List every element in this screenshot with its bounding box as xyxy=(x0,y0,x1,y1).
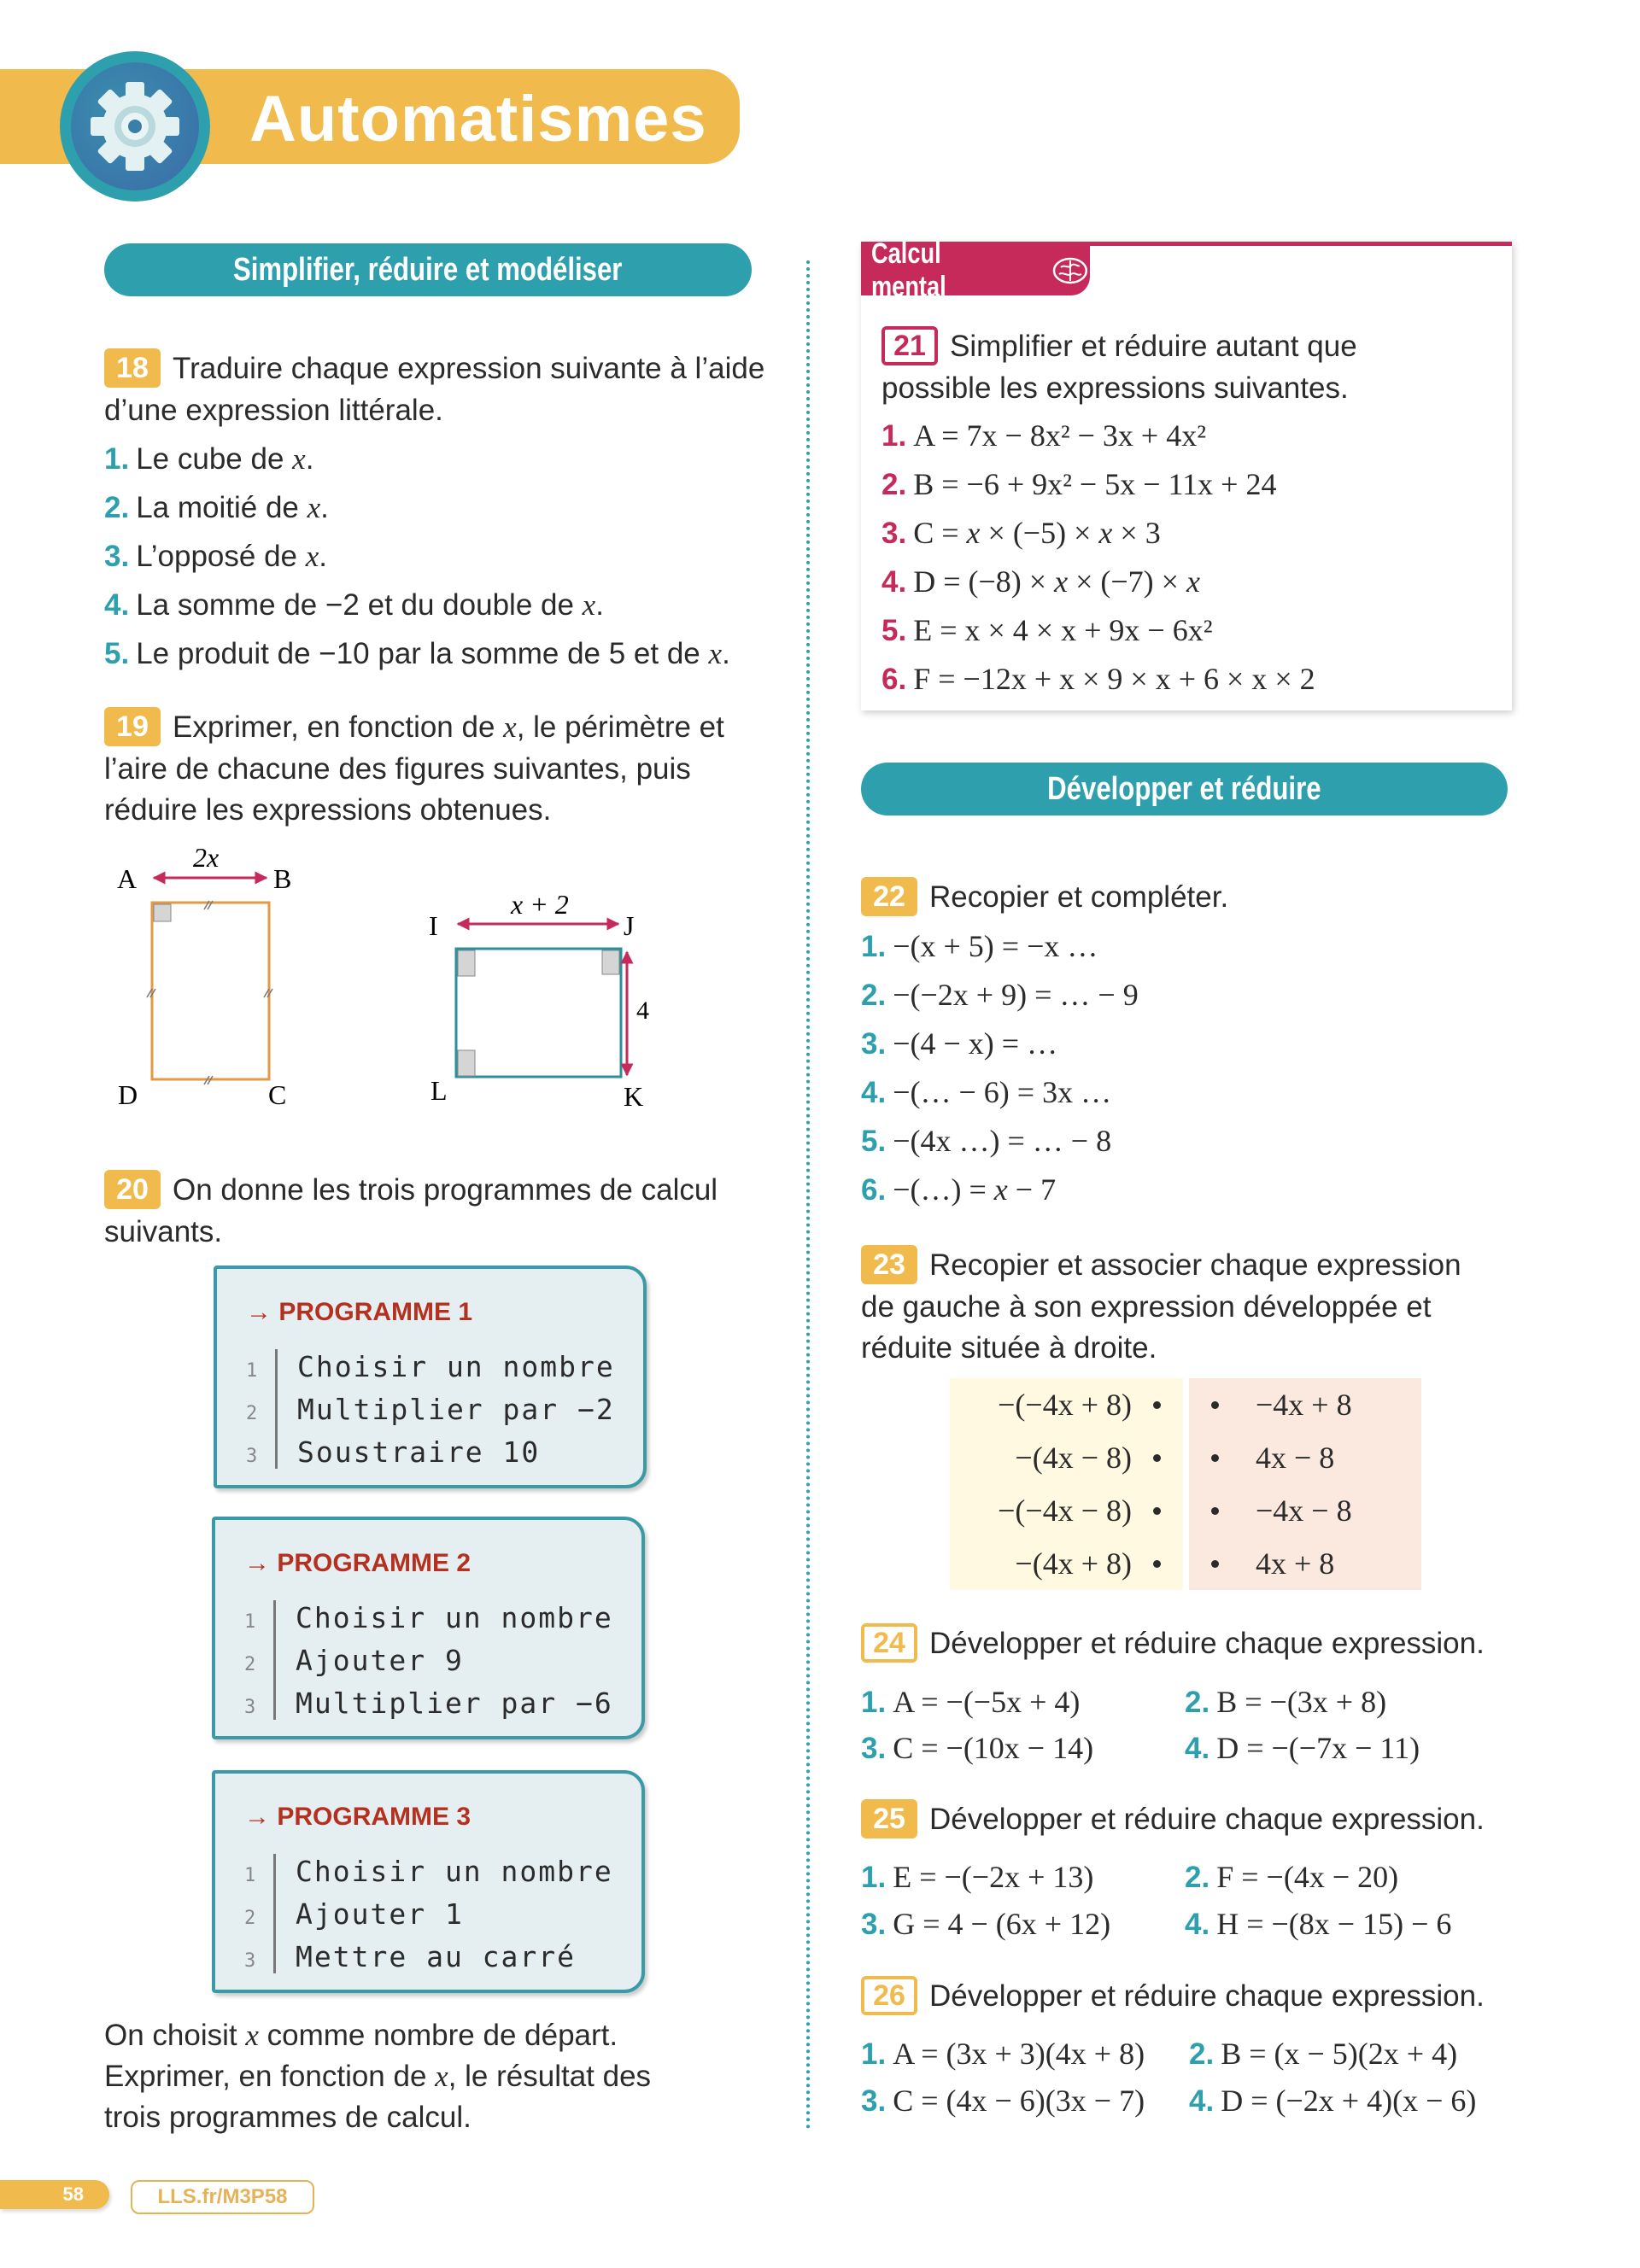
page-title: Automatismes xyxy=(249,83,707,155)
list-item xyxy=(1189,2077,1476,2125)
exercise-26-instruction xyxy=(861,1976,1485,2018)
program-step: Multiplier par −6 xyxy=(296,1686,613,1720)
exercise-20-instruction xyxy=(104,1170,779,1253)
list-item xyxy=(882,655,1315,704)
match-dot[interactable] xyxy=(1153,1507,1161,1515)
left-expression: −(4x + 8) xyxy=(1015,1546,1132,1581)
list-item xyxy=(1189,2030,1457,2078)
column-divider xyxy=(806,260,810,2131)
exercise-23-instruction xyxy=(861,1245,1527,1369)
instruction-text: Développer et réduire chaque expression. xyxy=(929,1803,1485,1836)
instruction-text: Recopier et associer chaque expression xyxy=(929,1248,1461,1282)
conclusion-line: trois programmes de calcul. xyxy=(104,2101,472,2134)
item-number: 4. xyxy=(882,565,907,599)
item-expression: −(x + 5) = −x … xyxy=(893,929,1098,963)
item-text: Le produit de −10 par la somme de 5 et de x. xyxy=(136,637,730,670)
matching-right-column xyxy=(1189,1378,1421,1590)
item-number: 4. xyxy=(1185,1732,1210,1765)
instruction-text: Simplifier et réduire autant que xyxy=(950,330,1357,363)
item-text: L’opposé de x. xyxy=(136,540,327,573)
exercise-21-instruction xyxy=(882,326,1496,409)
left-expression: −(4x − 8) xyxy=(1015,1441,1132,1475)
program-step: Choisir un nombre xyxy=(297,1350,615,1383)
program-step: Soustraire 10 xyxy=(297,1435,541,1469)
list-item xyxy=(882,460,1315,509)
item-number: 1. xyxy=(861,1686,887,1719)
vertex-j: J xyxy=(624,910,635,941)
item-number: 3. xyxy=(104,540,130,573)
list-item xyxy=(861,971,1139,1020)
item-number: 1. xyxy=(861,1861,887,1894)
item-number: 1. xyxy=(104,442,130,476)
exercise-number-badge: 26 xyxy=(861,1976,917,2015)
program-title: → PROGRAMME 2 xyxy=(244,1549,472,1577)
page-number: 58 xyxy=(0,2180,109,2209)
item-expression: A = (3x + 3)(4x + 8) xyxy=(893,2037,1145,2071)
line-number: 3 xyxy=(244,1697,256,1718)
list-item xyxy=(861,922,1139,971)
vertex-a: A xyxy=(117,863,138,894)
item-expression: B = (x − 5)(2x + 4) xyxy=(1221,2037,1458,2071)
item-expression: F = −(4x − 20) xyxy=(1216,1860,1399,1894)
item-number: 4. xyxy=(1189,2084,1215,2118)
item-expression: C = x × (−5) × x × 3 xyxy=(913,516,1161,550)
match-dot[interactable] xyxy=(1211,1507,1219,1515)
list-item xyxy=(861,1117,1139,1166)
vertex-i: I xyxy=(429,910,438,941)
line-number: 1 xyxy=(246,1360,258,1382)
instruction-text: possible les expressions suivantes. xyxy=(882,371,1349,405)
line-number: 3 xyxy=(244,1950,256,1972)
exercise-number-badge: 19 xyxy=(104,707,161,746)
item-expression: G = 4 − (6x + 12) xyxy=(893,1907,1111,1941)
right-expression: 4x − 8 xyxy=(1256,1441,1335,1475)
instruction-text: réduite située à droite. xyxy=(861,1330,1157,1365)
item-number: 2. xyxy=(882,468,907,501)
list-item xyxy=(104,435,730,483)
item-number: 2. xyxy=(1189,2037,1215,2071)
exercise-number-badge: 21 xyxy=(882,326,938,365)
item-number: 1. xyxy=(861,930,887,963)
calcul-mental-box xyxy=(861,237,1512,710)
instruction-text: Développer et réduire chaque expression. xyxy=(929,1627,1485,1660)
instruction-text: Recopier et compléter. xyxy=(929,880,1229,914)
geometry-figures xyxy=(102,841,769,1131)
right-expression: 4x + 8 xyxy=(1256,1546,1335,1581)
section-title: Développer et réduire xyxy=(1047,770,1321,807)
item-expression: B = −(3x + 8) xyxy=(1216,1685,1387,1719)
conclusion-line: Exprimer, en fonction de x, le résultat des xyxy=(104,2060,652,2093)
program-step: Ajouter 9 xyxy=(296,1644,464,1677)
list-item xyxy=(104,483,730,532)
list-item xyxy=(861,1020,1139,1068)
side-label: 2x xyxy=(193,842,220,873)
item-number: 3. xyxy=(861,1908,887,1941)
list-item xyxy=(861,1724,1093,1773)
list-item xyxy=(1185,1724,1420,1773)
tab-label: Calcul mental xyxy=(871,237,946,303)
item-expression: −(−2x + 9) = … − 9 xyxy=(893,978,1139,1012)
program-step: Mettre au carré xyxy=(296,1940,577,1973)
match-dot[interactable] xyxy=(1211,1454,1219,1462)
item-expression: E = x × 4 × x + 9x − 6x² xyxy=(913,613,1213,647)
exercise-number-badge: 18 xyxy=(104,348,161,388)
item-number: 1. xyxy=(882,419,907,453)
item-number: 4. xyxy=(861,1076,887,1109)
left-expression: −(−4x − 8) xyxy=(998,1493,1132,1528)
vertex-d: D xyxy=(118,1079,138,1110)
item-expression: D = −(−7x − 11) xyxy=(1216,1731,1420,1765)
item-expression: A = 7x − 8x² − 3x + 4x² xyxy=(913,418,1207,453)
exercise-22-list xyxy=(861,922,1139,1214)
exercise-19-instruction xyxy=(104,707,779,831)
program-step: Ajouter 1 xyxy=(296,1897,464,1931)
exercise-number-badge: 25 xyxy=(861,1799,917,1838)
item-number: 6. xyxy=(861,1173,887,1207)
item-expression: D = (−8) × x × (−7) × x xyxy=(913,564,1200,599)
list-item xyxy=(104,581,730,629)
item-expression: C = −(10x − 14) xyxy=(893,1731,1094,1765)
list-item xyxy=(882,606,1315,655)
exercise-24-instruction xyxy=(861,1623,1485,1665)
match-dot[interactable] xyxy=(1153,1401,1161,1409)
exercise-number-badge: 23 xyxy=(861,1245,917,1284)
item-text: La somme de −2 et du double de x. xyxy=(136,588,604,622)
gear-icon xyxy=(60,51,210,202)
rectangle-ijkl xyxy=(429,889,649,1112)
list-item xyxy=(861,1900,1110,1949)
item-expression: H = −(8x − 15) − 6 xyxy=(1216,1907,1452,1941)
exercise-20-conclusion xyxy=(104,2015,651,2138)
section-header-left xyxy=(104,243,752,296)
exercise-25-instruction xyxy=(861,1799,1485,1841)
list-item xyxy=(1185,1900,1451,1949)
line-number: 2 xyxy=(244,1908,256,1929)
exercise-21-list xyxy=(882,412,1315,704)
line-number: 3 xyxy=(246,1446,258,1467)
item-number: 2. xyxy=(1185,1686,1210,1719)
line-number: 1 xyxy=(244,1611,256,1633)
list-item xyxy=(861,2030,1145,2078)
item-expression: D = (−2x + 4)(x − 6) xyxy=(1221,2084,1477,2118)
item-expression: −(… − 6) = 3x … xyxy=(893,1075,1112,1109)
list-item xyxy=(861,2077,1145,2125)
item-expression: E = −(−2x + 13) xyxy=(893,1860,1094,1894)
item-number: 2. xyxy=(104,491,130,524)
vertex-c: C xyxy=(268,1079,287,1110)
program-2-box xyxy=(212,1517,645,1739)
item-number: 5. xyxy=(104,637,130,670)
height-label: 4 xyxy=(636,997,649,1025)
section-header-right xyxy=(861,763,1508,815)
item-expression: B = −6 + 9x² − 5x − 11x + 24 xyxy=(913,467,1277,501)
item-number: 2. xyxy=(861,979,887,1012)
instruction-text: Développer et réduire chaque expression. xyxy=(929,1979,1485,2013)
program-3-box xyxy=(212,1770,645,1993)
square-abcd xyxy=(117,842,291,1110)
program-title: → PROGRAMME 1 xyxy=(246,1298,473,1326)
item-number: 3. xyxy=(882,517,907,550)
line-number: 2 xyxy=(244,1654,256,1675)
section-title: Simplifier, réduire et modéliser xyxy=(233,251,623,288)
program-1-box xyxy=(214,1266,647,1488)
list-item xyxy=(882,558,1315,606)
list-item xyxy=(1185,1853,1398,1902)
list-item xyxy=(882,509,1315,558)
exercise-number-badge: 24 xyxy=(861,1623,917,1663)
instruction-text: de gauche à son expression développée et xyxy=(861,1289,1432,1324)
vertex-l: L xyxy=(430,1075,448,1106)
program-step: Choisir un nombre xyxy=(296,1601,613,1634)
exercise-number-badge: 22 xyxy=(861,877,917,916)
list-item xyxy=(104,532,730,581)
right-expression: −4x + 8 xyxy=(1256,1388,1352,1422)
program-title: → PROGRAMME 3 xyxy=(244,1803,472,1831)
list-item xyxy=(1185,1678,1386,1727)
right-expression: −4x − 8 xyxy=(1256,1493,1352,1528)
brain-icon xyxy=(1051,255,1090,286)
program-title-text: PROGRAMME 2 xyxy=(277,1549,472,1577)
calcul-mental-tab xyxy=(861,237,1090,303)
exercise-18-instruction xyxy=(104,348,770,431)
vertex-k: K xyxy=(624,1081,644,1112)
item-number: 5. xyxy=(882,614,907,647)
exercise-number-badge: 20 xyxy=(104,1170,161,1209)
item-number: 3. xyxy=(861,2084,887,2118)
program-step: Multiplier par −2 xyxy=(297,1393,615,1426)
matching-left-column xyxy=(950,1378,1183,1590)
conclusion-line: On choisit x comme nombre de départ. xyxy=(104,2019,618,2052)
item-expression: F = −12x + x × 9 × x + 6 × x × 2 xyxy=(913,662,1315,696)
exercise-22-instruction xyxy=(861,877,1228,919)
vertex-b: B xyxy=(273,863,292,894)
item-expression: −(…) = x − 7 xyxy=(893,1172,1057,1207)
item-text: La moitié de x. xyxy=(136,491,329,524)
instruction-text: On donne les trois programmes de calcul suivants. xyxy=(104,1173,718,1248)
match-dot[interactable] xyxy=(1153,1560,1161,1568)
item-number: 4. xyxy=(104,588,130,622)
item-number: 1. xyxy=(861,2037,887,2071)
list-item xyxy=(882,412,1315,460)
item-expression: C = (4x − 6)(3x − 7) xyxy=(893,2084,1145,2118)
line-number: 2 xyxy=(246,1403,258,1424)
instruction-text: Traduire chaque expression suivante à l’aide d’une expression littérale. xyxy=(104,352,765,427)
left-expression: −(−4x + 8) xyxy=(998,1388,1132,1422)
line-number: 1 xyxy=(244,1865,256,1886)
item-number: 2. xyxy=(1185,1861,1210,1894)
item-text: Le cube de x. xyxy=(136,442,314,476)
instruction-text: Exprimer, en fonction de x, le périmètre et l’aire de chacune des figures suivantes, puis réduire les expressions obtenues. xyxy=(104,710,724,827)
item-number: 5. xyxy=(861,1125,887,1158)
match-dot[interactable] xyxy=(1211,1401,1219,1409)
item-number: 4. xyxy=(1185,1908,1210,1941)
match-dot[interactable] xyxy=(1153,1454,1161,1462)
list-item xyxy=(861,1678,1080,1727)
match-dot[interactable] xyxy=(1211,1560,1219,1568)
item-expression: A = −(−5x + 4) xyxy=(893,1685,1081,1719)
item-number: 3. xyxy=(861,1732,887,1765)
list-item xyxy=(104,629,730,678)
program-step: Choisir un nombre xyxy=(296,1855,613,1888)
item-expression: −(4x …) = … − 8 xyxy=(893,1124,1112,1158)
item-number: 6. xyxy=(882,663,907,696)
program-title-text: PROGRAMME 3 xyxy=(277,1803,472,1831)
program-title-text: PROGRAMME 1 xyxy=(278,1298,473,1326)
exercise-18-list xyxy=(104,435,730,678)
list-item xyxy=(861,1068,1139,1117)
width-label: x + 2 xyxy=(511,889,569,920)
list-item xyxy=(861,1166,1139,1214)
item-expression: −(4 − x) = … xyxy=(893,1026,1058,1061)
item-number: 3. xyxy=(861,1027,887,1061)
resource-link[interactable]: LLS.fr/M3P58 xyxy=(131,2180,314,2214)
list-item xyxy=(861,1853,1093,1902)
